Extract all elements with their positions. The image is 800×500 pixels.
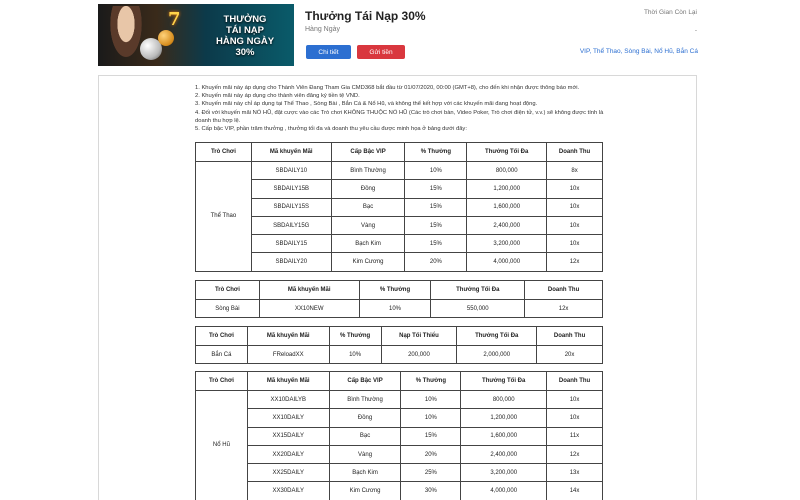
table-cell: Bạch Kim [331, 235, 405, 253]
header-cell: Thưởng Tối Đa [431, 281, 525, 300]
table-cell: Kim Cương [329, 482, 401, 500]
header-cell: Trò Chơi [196, 281, 260, 300]
table-cell: 10% [359, 300, 431, 318]
table-cell: 12x [547, 445, 603, 463]
banner-line-4: 30% [235, 47, 255, 58]
table-row [196, 300, 603, 318]
header-cell: % Thưởng [359, 281, 431, 300]
table-cell: 1,200,000 [461, 409, 547, 427]
table-cell: SBDAILY15G [251, 216, 331, 234]
header-cell: Mã khuyến Mãi [251, 143, 331, 162]
model-graphic [106, 6, 146, 66]
table-cell: 20% [401, 445, 461, 463]
table-cell: XX15DAILY [247, 427, 329, 445]
table-row [196, 198, 603, 216]
rule-item: 2. Khuyến mãi này áp dụng cho thành viên đăng ký tiền tệ VND. [195, 93, 360, 100]
table-cell: Bạch Kim [329, 464, 401, 482]
header-cell: % Thưởng [401, 372, 461, 391]
table-cell: SBDAILY15S [251, 198, 331, 216]
table-cell: 10% [329, 346, 381, 364]
table-cell: 10x [547, 198, 603, 216]
table-cell: SBDAILY10 [251, 162, 331, 180]
header-cell: Doanh Thu [547, 372, 603, 391]
promo-banner-image[interactable] [98, 4, 294, 66]
table-cell: 2,400,000 [461, 445, 547, 463]
header-cell: Doanh Thu [525, 281, 603, 300]
deposit-button[interactable]: Gửi tiền [357, 45, 405, 59]
lucky-seven-icon: 7 [168, 9, 181, 30]
table-cell: Đồng [329, 409, 401, 427]
table-cell: 15% [405, 216, 467, 234]
banner-line-1: THƯỞNG [223, 14, 267, 25]
table-row [196, 427, 603, 445]
promo-subtitle: Hàng Ngày [305, 26, 341, 33]
table-cell: 10x [547, 235, 603, 253]
promo-header [0, 0, 800, 70]
promo-rules [195, 84, 610, 133]
table-row [196, 253, 603, 271]
table-cell: SBDAILY15B [251, 180, 331, 198]
time-remaining-value: - [694, 27, 697, 34]
promo-categories[interactable]: VIP, Thể Thao, Sòng Bài, Nổ Hũ, Bắn Cá [579, 48, 698, 55]
table-header-row [196, 327, 603, 346]
table-cell: 2,400,000 [467, 216, 547, 234]
table-cell: 3,200,000 [461, 464, 547, 482]
promo-content-panel [98, 75, 697, 500]
table-cell: 30% [401, 482, 461, 500]
rule-item: 4. Đối với khuyến mãi NỔ HŨ, đặt cược vào các Trò chơi KHÔNG THUỘC NỔ HŨ (Các trò chơi bàn, Video Poker, Trò chơi điện tử, v.v.) sẽ không được tính là doanh thu hợp lệ. [195, 109, 604, 124]
fishing-bonus-table [195, 326, 603, 364]
rule-item: 3. Khuyến mãi này chỉ áp dụng tại Thể Thao , Sòng Bài , Bắn Cá & Nổ Hũ, và không thể kết hợp với các khuyến mãi đang hoạt động. [195, 101, 538, 108]
rule-item: 5. Cấp bậc VIP, phần trăm thưởng , thưởng tối đa và doanh thu yêu cầu được minh họa ở bảng dưới đây: [195, 126, 467, 133]
header-cell: Doanh Thu [547, 143, 603, 162]
table-cell: XX25DAILY [247, 464, 329, 482]
header-cell: Trò Chơi [196, 327, 248, 346]
table-row [196, 391, 603, 409]
table-cell: 10x [547, 216, 603, 234]
table-cell: Kim Cương [331, 253, 405, 271]
table-row [196, 409, 603, 427]
banner-line-2: TÁI NẠP [226, 25, 264, 36]
table-cell: 14x [547, 482, 603, 500]
basketball-icon [158, 30, 174, 46]
header-cell: Thưởng Tối Đa [461, 372, 547, 391]
header-cell: Thưởng Tối Đa [457, 327, 537, 346]
table-row [196, 346, 603, 364]
table-cell: 20x [537, 346, 603, 364]
table-cell: Đồng [331, 180, 405, 198]
table-row [196, 464, 603, 482]
time-remaining-label: Thời Gian Còn Lại [643, 9, 697, 16]
header-cell: Cấp Bậc VIP [331, 143, 405, 162]
table-cell: 10% [405, 162, 467, 180]
table-cell: Bình Thường [329, 391, 401, 409]
table-row [196, 445, 603, 463]
game-cell: Nổ Hũ [196, 391, 248, 500]
casino-bonus-table [195, 280, 603, 318]
header-cell: Cấp Bậc VIP [329, 372, 401, 391]
table-cell: Bạc [331, 198, 405, 216]
table-cell: Vàng [331, 216, 405, 234]
table-header-row [196, 372, 603, 391]
table-cell: 10% [401, 391, 461, 409]
table-cell: 25% [401, 464, 461, 482]
table-cell: 8x [547, 162, 603, 180]
header-cell: Thưởng Tối Đa [467, 143, 547, 162]
table-cell: Vàng [329, 445, 401, 463]
table-cell: 10x [547, 180, 603, 198]
table-cell: XX10NEW [259, 300, 359, 318]
table-cell: 12x [525, 300, 603, 318]
sports-bonus-table [195, 142, 603, 272]
table-cell: XX30DAILY [247, 482, 329, 500]
header-cell: Mã khuyến Mãi [259, 281, 359, 300]
table-cell: 200,000 [381, 346, 457, 364]
header-cell: Nạp Tối Thiểu [381, 327, 457, 346]
rule-item: 1. Khuyến mãi này áp dụng cho Thành Viên Đang Tham Gia CMD368 bắt đầu từ 01/07/2020, 00:00 (GMT+8), cho đến khi nhận được thông báo mới. [195, 85, 580, 91]
table-cell: 4,000,000 [467, 253, 547, 271]
header-cell: % Thưởng [405, 143, 467, 162]
table-row [196, 235, 603, 253]
table-row [196, 482, 603, 500]
table-cell: Bạc [329, 427, 401, 445]
game-cell: Thể Thao [196, 162, 252, 272]
table-cell: 800,000 [461, 391, 547, 409]
table-cell: Bình Thường [331, 162, 405, 180]
table-cell: 15% [405, 180, 467, 198]
header-cell: Mã khuyến Mãi [247, 327, 329, 346]
table-cell: 2,000,000 [457, 346, 537, 364]
table-cell: 12x [547, 253, 603, 271]
table-cell: 1,600,000 [467, 198, 547, 216]
table-cell: 11x [547, 427, 603, 445]
table-cell: 550,000 [431, 300, 525, 318]
table-cell: SBDAILY20 [251, 253, 331, 271]
promo-title: Thưởng Tái Nạp 30% [305, 9, 426, 23]
table-cell: SBDAILY15 [251, 235, 331, 253]
banner-headline [198, 14, 292, 58]
table-cell: 10x [547, 409, 603, 427]
table-header-row [196, 281, 603, 300]
header-cell: Trò Chơi [196, 143, 252, 162]
table-row [196, 180, 603, 198]
header-cell: Mã khuyến Mãi [247, 372, 329, 391]
table-cell: 15% [405, 198, 467, 216]
table-cell: 20% [405, 253, 467, 271]
table-cell: Sòng Bài [196, 300, 260, 318]
banner-line-3: HÀNG NGÀY [215, 36, 275, 47]
table-cell: XX10DAILYB [247, 391, 329, 409]
table-cell: XX20DAILY [247, 445, 329, 463]
detail-button[interactable]: Chi tiết [306, 45, 351, 59]
table-cell: 3,200,000 [467, 235, 547, 253]
table-cell: 1,200,000 [467, 180, 547, 198]
table-cell: 13x [547, 464, 603, 482]
table-cell: 15% [401, 427, 461, 445]
table-header-row [196, 143, 603, 162]
slots-bonus-table [195, 371, 603, 500]
table-row [196, 216, 603, 234]
table-cell: 10% [401, 409, 461, 427]
table-cell: FReloadXX [247, 346, 329, 364]
header-cell: Trò Chơi [196, 372, 248, 391]
table-cell: 1,600,000 [461, 427, 547, 445]
header-cell: Doanh Thu [537, 327, 603, 346]
table-cell: 15% [405, 235, 467, 253]
table-cell: XX10DAILY [247, 409, 329, 427]
table-cell: 800,000 [467, 162, 547, 180]
table-row [196, 162, 603, 180]
table-cell: 10x [547, 391, 603, 409]
table-cell: Bắn Cá [196, 346, 248, 364]
header-cell: % Thưởng [329, 327, 381, 346]
table-cell: 4,000,000 [461, 482, 547, 500]
